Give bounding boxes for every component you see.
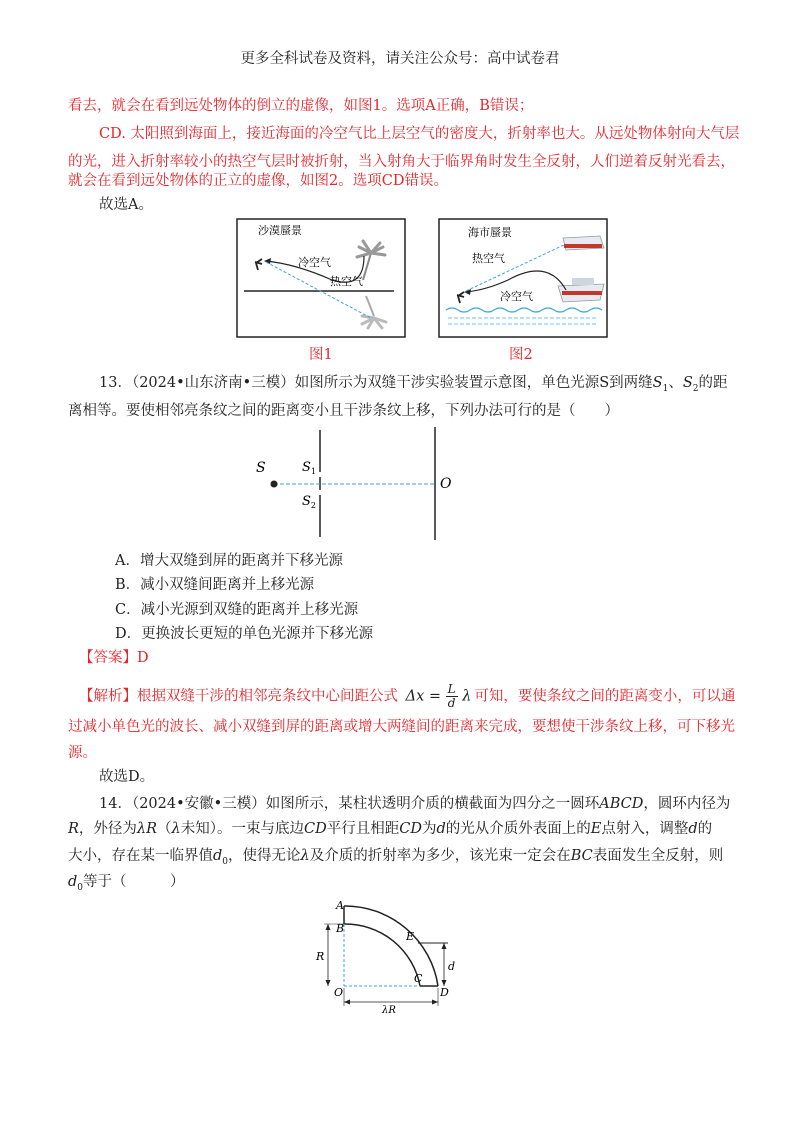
label-s2: $S_2$ — [302, 494, 316, 510]
fig1-caption: 图1 — [309, 347, 333, 363]
fig2-caption: 图2 — [509, 347, 533, 363]
ship-image-icon — [563, 236, 604, 250]
q14-line-4: $d_0$等于（ ） — [68, 874, 185, 893]
q13-stem-line-1: 13．（2024•山东济南•三模）如图所示为双缝干涉实验装置示意图，单色光源S到两缝$S_1$、$S_2$的距 — [99, 375, 728, 394]
double-slit-diagram — [250, 425, 460, 545]
label-e: E — [406, 930, 415, 943]
q14-line-3: 大小，存在某一临界值$d_0$，使得无论λ及介质的折射率为多少，该光束一定会在BC表面发生全反射，则 — [68, 848, 724, 867]
fig1-title: 沙漠蜃景 — [258, 224, 302, 237]
q13-option-a: A．增大双缝到屏的距离并下移光源 — [115, 553, 343, 569]
label-d-point: D — [440, 986, 449, 999]
solution-conclusion: 故选A。 — [99, 197, 153, 213]
q13-answer — [79, 648, 149, 668]
answer-label: 【答案】 — [79, 650, 137, 666]
q14-line-2: R，外径为λR（λ未知）。一束与底边CD平行且相距CD为d的光从介质外表面上的E点射入，调整d的 — [68, 821, 713, 837]
spacing-formula: Δx = $\frac{L}{d}$ λ — [405, 682, 472, 710]
q13-conclusion: 故选D。 — [99, 769, 155, 785]
q14-line-1: 14．（2024•安徽•三模）如图所示，某柱状透明介质的横截面为四分之一圆环ABCD，圆环内径为 — [99, 796, 731, 812]
label-lambda-r: λR — [382, 1005, 396, 1016]
solution-line-2: CD. 太阳照到海面上，接近海面的冷空气比上层空气的密度大，折射率也大。从远处物体射向大气层 — [99, 126, 740, 142]
q13-option-c: C．减小光源到双缝的距离并上移光源 — [115, 602, 359, 618]
q13-analysis-line-2: 过减小单色光的波长、减小双缝到屏的距离或增大两缝间的距离来完成，要想使干涉条纹上移，可下移光 — [68, 719, 735, 735]
answer-value: D — [137, 650, 149, 666]
label-s1: $S_1$ — [302, 460, 316, 476]
q13-analysis-line-3: 源。 — [68, 745, 97, 761]
fig2-cold-air: 冷空气 — [500, 290, 533, 303]
label-s: S — [256, 460, 266, 476]
label-r: R — [316, 950, 325, 963]
fig1-hot-air: 热空气 — [330, 275, 363, 288]
quarter-ring-diagram — [306, 898, 466, 1016]
q13-analysis-line-1: 【解析】根据双缝干涉的相邻亮条纹中心间距公式 Δx = $\frac{L}{d}$ λ 可知，要使条纹之间的距离变小，可以通 — [79, 682, 736, 710]
label-c: C — [414, 972, 423, 985]
label-o: O — [334, 986, 344, 999]
figure-sea-mirage — [438, 218, 608, 338]
q13-option-b: B．减小双缝间距离并上移光源 — [115, 577, 315, 593]
solution-line-4: 就会在看到远处物体的正立的虚像，如图2。选项CD错误。 — [68, 173, 448, 189]
fig2-hot-air: 热空气 — [472, 252, 505, 265]
solution-line-1: 看去，就会在看到远处物体的倒立的虚像，如图1。选项A正确，B错误； — [68, 98, 534, 114]
solution-line-3: 的光，进入折射率较小的热空气层时被折射，当入射角大于临界角时发生全反射，人们逆着反射光看去， — [68, 154, 735, 170]
label-d: d — [448, 960, 456, 973]
q13-stem-line-2: 离相等。要使相邻亮条纹之间的距离变小且干涉条纹上移，下列办法可行的是（ ） — [68, 403, 619, 419]
label-o: O — [440, 476, 452, 492]
page-header: 更多全科试卷及资料，请关注公众号：高中试卷君 — [240, 51, 560, 67]
outer-arc — [344, 906, 438, 986]
fig2-title: 海市蜃景 — [468, 226, 512, 239]
label-b: B — [336, 922, 345, 935]
label-a: A — [336, 899, 344, 912]
light-source-dot — [271, 481, 278, 488]
fig1-cold-air: 冷空气 — [298, 256, 331, 269]
figure-desert-mirage — [236, 218, 406, 338]
q13-option-d: D．更换波长更短的单色光源并下移光源 — [115, 626, 374, 642]
